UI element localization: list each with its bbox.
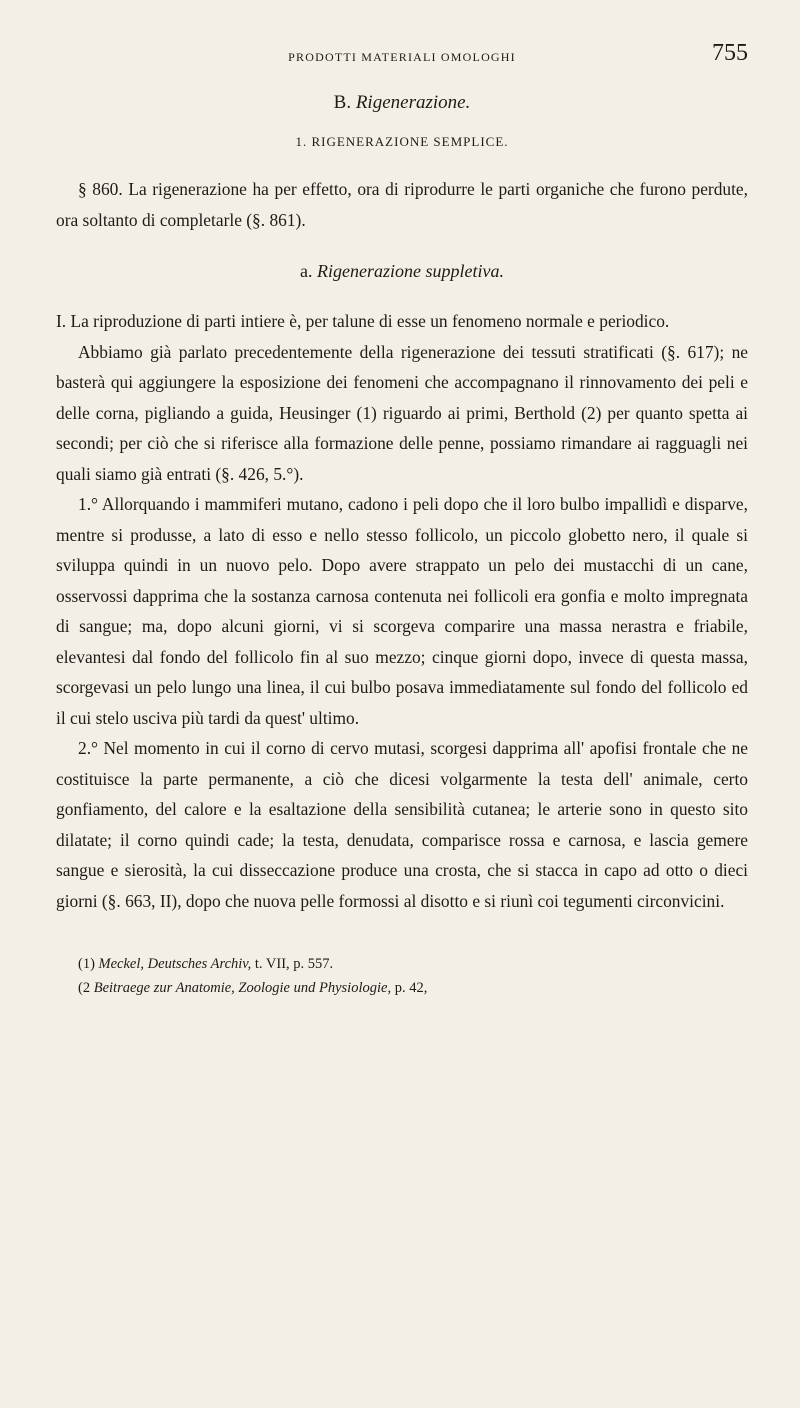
paragraph-abbiamo: Abbiamo già parlato precedentemente della rigenerazione dei tessuti stratificati (§. 617); ne basterà qui aggiungere la esposizione dei fenomeni che accompagnano il rinnovamento dei peli e delle corna, pigliando a guida, Heusinger (1) riguardo ai primi, Berthold (2) per quanto spetta ai secondi; per ciò che si riferisce alla formazione delle penne, possiamo rimandare ai ragguagli nei quali siamo già entrati (§. 426, 5.°). [56, 341, 748, 484]
paragraph-roman-I: I. La riproduzione di parti intiere è, per talune di esse un fenomeno normale e periodico. [56, 311, 670, 331]
paragraph-1-hair: 1.° Allorquando i mammiferi mutano, cadono i peli dopo che il loro bulbo impallidì e disparve, mentre si produsse, a lato di esso e nello stesso follicolo, un piccolo globetto nero, il quale si sviluppa quindi in un nuovo pelo. Dopo avere strappato un pelo dei mustacchi di un cane, osservossi dapprima che la sostanza carnosa contenuta nei follicoli era gonfia e molto impregnata di sangue; ma, dopo alcuni giorni, vi si scorgeva comparire una massa nerastra e friabile, elevantesi dal fondo del follicolo fin al suo mezzo; cinque giorni dopo, invece di questa massa, scorgevasi un pelo lungo una linea, il cui bulbo posava immediatamente sul fondo del follicolo ed il cui stelo usciva più tardi da quest' ultimo. [56, 494, 748, 728]
footnote-2 [56, 976, 748, 1000]
footnote-2-title: Beitraege zur Anatomie, Zoologie und Physiologie, [93, 980, 392, 996]
subsection-a-label: a. [300, 261, 313, 281]
running-head: PRODOTTI MATERIALI OMOLOGHI [288, 50, 516, 64]
subsection-a-title [56, 261, 748, 282]
footnote-1-title: Deutsches Archiv, [147, 956, 252, 972]
subsection-title-text: RIGENERAZIONE SEMPLICE. [311, 134, 509, 149]
subsection-label: 1. [295, 134, 308, 149]
page-number: 755 [712, 40, 748, 66]
footnote-2-ref: p. 42, [394, 980, 428, 996]
footnote-1-ref: t. VII, p. 557. [254, 956, 334, 972]
footnote-1-marker: (1) [78, 956, 95, 972]
footnote-1 [56, 952, 748, 976]
section-label: B. [333, 92, 352, 113]
section-title [56, 92, 748, 114]
paragraph-860: § 860. La rigenerazione ha per effetto, ora di riprodurre le parti organiche che furono perdute, ora soltanto di completarle (§. 861). [56, 179, 748, 230]
subsection-title [56, 134, 748, 150]
subsection-a-title-text: Rigenerazione suppletiva. [317, 261, 504, 281]
footnote-2-marker: (2 [78, 980, 91, 996]
document-page [56, 40, 748, 1000]
footnote-1-author: Meckel, [98, 956, 145, 972]
page-header [56, 40, 748, 70]
paragraph-2-antler: 2.° Nel momento in cui il corno di cervo mutasi, scorgesi dapprima all' apofisi frontale che ne costituisce la parte permanente, a ciò che dicesi volgarmente la testa dell' animale, certo gonfiamento, del calore e la esaltazione della sensibilità cutanea; le arterie sono in questo sito dilatate; il corno quindi cade; la testa, denudata, comparisce rossa e carnosa, e lascia gemere sangue e sierosità, la cui disseccazione produce una crosta, che si stacca in capo ad otto o dieci giorni (§. 663, II), dopo che nuova pelle formossi al disotto e si riunì coi tegumenti circonvicini. [56, 738, 748, 911]
section-title-text: Rigenerazione. [355, 92, 471, 113]
footnotes [56, 952, 748, 1000]
